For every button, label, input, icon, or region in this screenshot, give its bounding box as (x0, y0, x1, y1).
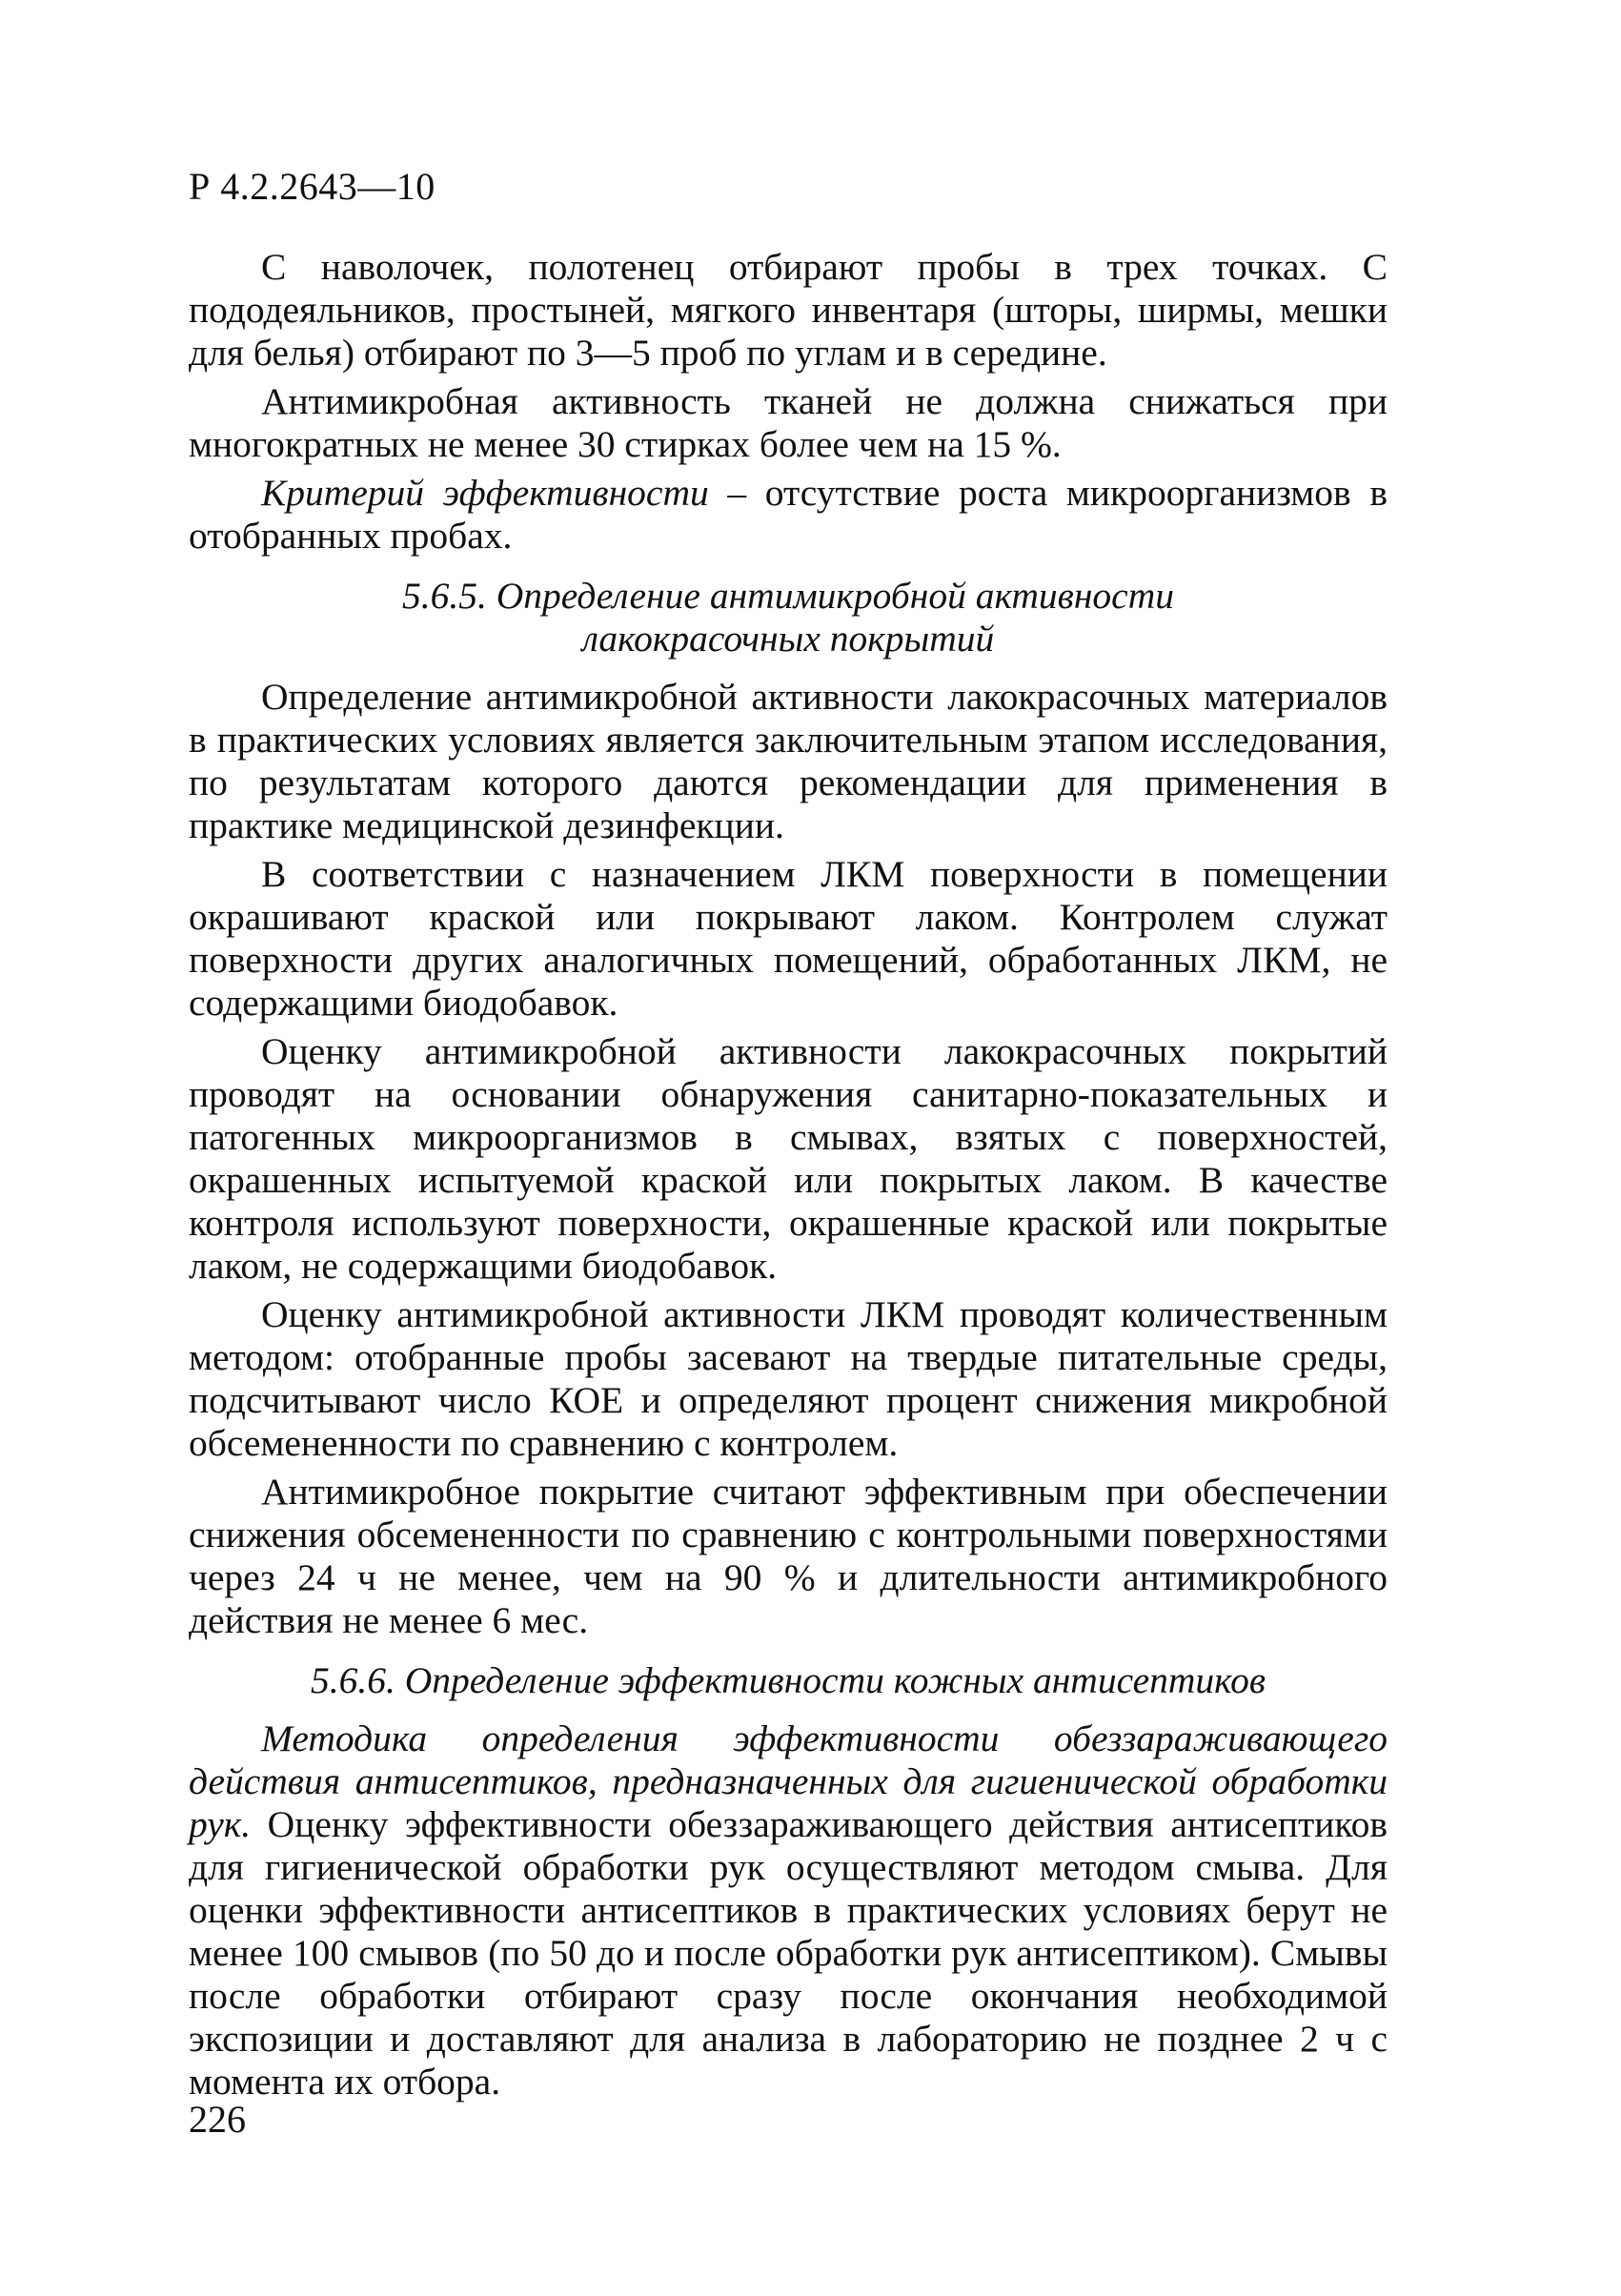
criterion-label: Критерий эффективности (261, 472, 709, 514)
paragraph-wash-cycles: Антимикробная активность тканей не должна снижаться при многократных не менее 30 стирках более чем на 15 %. (189, 380, 1388, 465)
section-heading-5-6-6 (189, 1659, 1388, 1702)
paragraph-lkm-intro: Определение антимикробной активности лакокрасочных материалов в практических условиях является заключительным этапом исследования, по результатам которого даются рекомендации для применения в практике медицинской дезинфекции. (189, 676, 1388, 846)
paragraph-antiseptic-method (189, 1717, 1388, 2103)
section-heading-5-6-5-line2: лакокрасочных покрытий (581, 618, 995, 660)
criterion-text: – отсутствие роста микроорганизмов в отобранных пробах. (189, 472, 1388, 557)
paragraph-criterion (189, 472, 1388, 558)
paragraph-sampling-points: С наволочек, полотенец отбирают пробы в трех точках. С пододеяльников, простыней, мягкого инвентаря (шторы, ширмы, мешки для белья) отбирают по 3—5 проб по углам и в середине. (189, 246, 1388, 374)
method-title: Методика определения эффективности обеззараживающего действия антисептиков, предназначенных для гигиенической обработки рук. (189, 1717, 1388, 1845)
section-heading-5-6-5 (189, 575, 1388, 660)
paragraph-lkm-quantitative: Оценку антимикробной активности ЛКМ проводят количественным методом: отобранные пробы засевают на твердые питательные среды, подсчитывают число КОЕ и определяют процент снижения микробной обсемененности по сравнению с контролем. (189, 1293, 1388, 1464)
section-heading-5-6-5-line1: 5.6.5. Определение антимикробной активности (402, 575, 1174, 617)
page-number: 226 (189, 2098, 246, 2141)
document-code-header: Р 4.2.2643—10 (189, 165, 436, 208)
paragraph-lkm-effectiveness: Антимикробное покрытие считают эффективным при обеспечении снижения обсемененности по сравнению с контрольными поверхностями через 24 ч не менее, чем на 90 % и длительности антимикробного действия не менее 6 мес. (189, 1471, 1388, 1641)
paragraph-lkm-application: В соответствии с назначением ЛКМ поверхности в помещении окрашивают краской или покрывают лаком. Контролем служат поверхности других аналогичных помещений, обработанных ЛКМ, не содержащими биодобавок. (189, 853, 1388, 1024)
method-text: Оценку эффективности обеззараживающего действия антисептиков для гигиенической обработки рук осуществляют методом смыва. Для оценки эффективности антисептиков в практических условиях берут не менее 100 смывов (по 50 до и после обработки рук антисептиком). Смывы после обработки отбирают сразу после окончания необходимой экспозиции и доставляют для анализа в лабораторию не позднее 2 ч с момента их отбора. (189, 1803, 1388, 2103)
paragraph-lkm-assessment: Оценку антимикробной активности лакокрасочных покрытий проводят на основании обнаружения санитарно-показательных и патогенных микроорганизмов в смывах, взятых с поверхностей, окрашенных испытуемой краской или покрытых лаком. В качестве контроля используют поверхности, окрашенные краской или покрытые лаком, не содержащими биодобавок. (189, 1030, 1388, 1287)
body-text (189, 246, 1388, 2109)
section-heading-5-6-6-text: 5.6.6. Определение эффективности кожных антисептиков (310, 1659, 1266, 1701)
